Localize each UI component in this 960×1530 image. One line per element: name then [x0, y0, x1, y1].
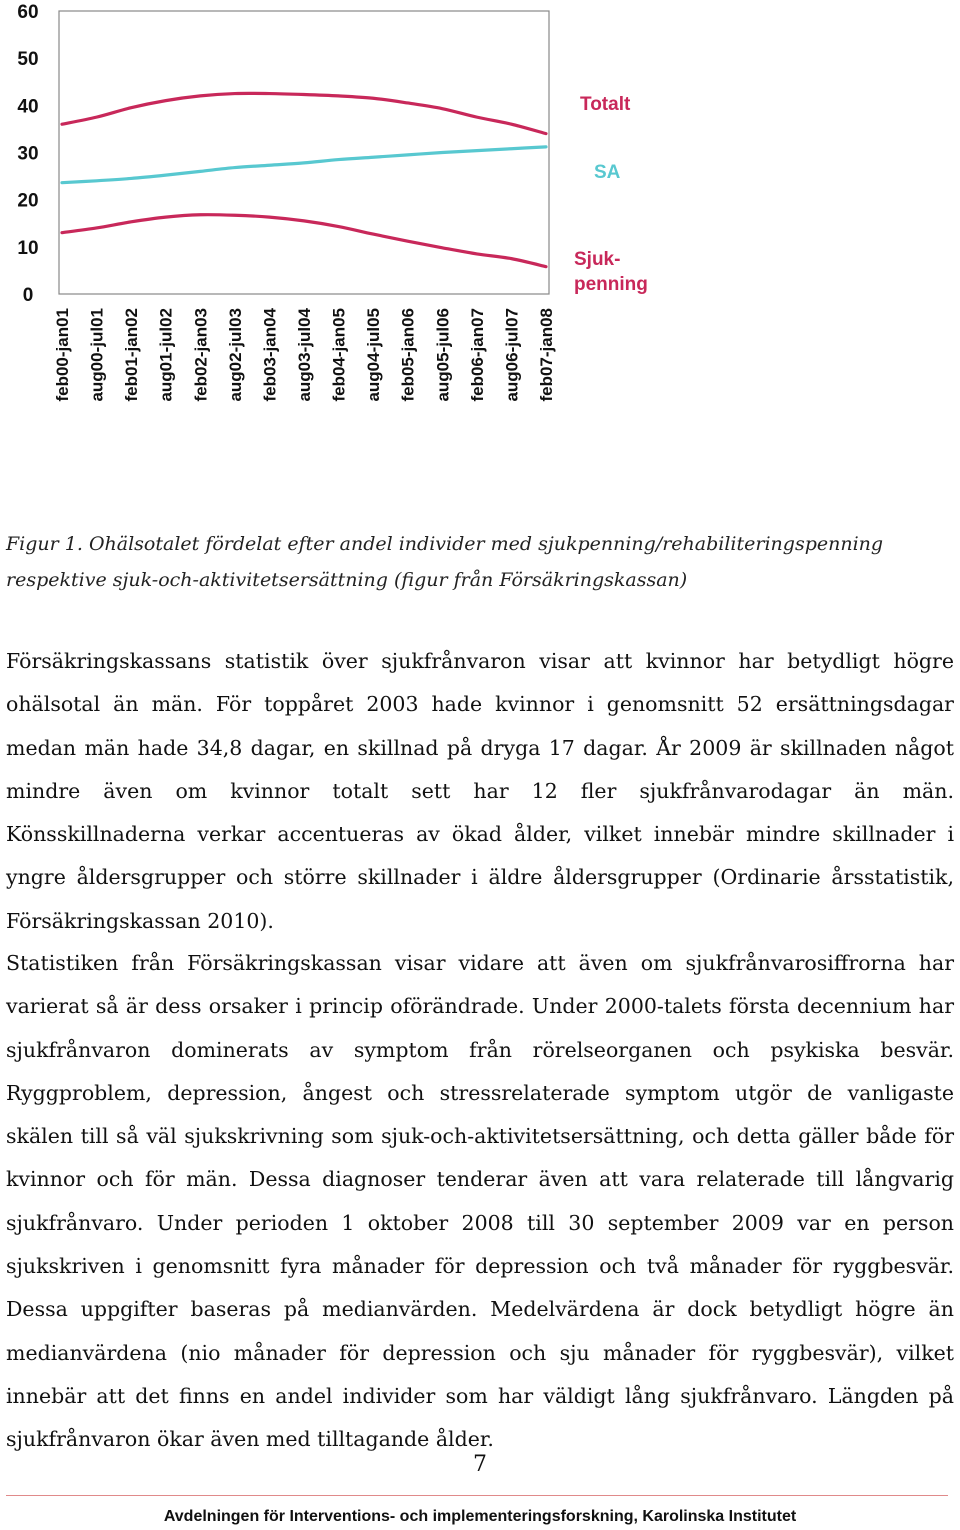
x-tick-label: aug01-jul02 [156, 308, 176, 402]
plot-frame [59, 11, 549, 294]
x-tick-label: aug04-jul05 [364, 308, 384, 402]
series-line-2 [62, 215, 546, 267]
x-tick-label: feb04-jan05 [329, 308, 349, 402]
y-tick-label: 60 [17, 2, 39, 23]
x-tick-label: feb07-jan08 [537, 308, 556, 402]
x-tick-label: feb03-jan04 [260, 308, 280, 402]
legend-label: Sjuk- [574, 249, 621, 270]
x-tick-label: aug06-jul07 [502, 308, 522, 402]
series-line-1 [62, 147, 546, 183]
series-line-0 [62, 93, 546, 133]
legend-label: Totalt [580, 94, 631, 115]
paragraph-1: Försäkringskassans statistik över sjukfrånvaron visar att kvinnor har betydligt högre ohälsotal än män. För toppåret 2003 hade kvinnor i genomsnitt 52 ersättningsdagar medan män hade 34,8 dagar, en skillnad på dryga 17 dagar. År 2009 är skillnaden något mindre även om kvinnor totalt sett har 12 fler sjukfrånvarodagar än män. Könsskillnaderna verkar accentueras av ökad ålder, vilket innebär mindre skillnader i yngre åldersgrupper och större skillnader i äldre åldersgrupper (Ordinarie årsstatistik, Försäkringskassan 2010). [6, 649, 954, 933]
ohalsotal-line-chart [0, 0, 660, 440]
y-tick-label: 30 [17, 143, 39, 165]
x-tick-label: aug00-jul01 [87, 308, 107, 402]
page-number: 7 [473, 1452, 487, 1477]
x-tick-label: aug05-jul06 [433, 308, 453, 402]
x-tick-label: feb02-jan03 [191, 308, 211, 402]
footer-divider [6, 1495, 948, 1496]
x-tick-label: feb05-jan06 [398, 308, 418, 402]
legend-label: SA [594, 162, 621, 183]
footer-text: Avdelningen för Interventions- och implementeringsforskning, Karolinska Institutet [163, 1508, 797, 1525]
y-tick-label: 50 [17, 49, 39, 71]
x-tick-label: aug02-jul03 [225, 308, 245, 402]
x-tick-label: feb06-jan07 [467, 308, 487, 402]
legend-label: penning [574, 274, 648, 295]
x-tick-label: feb00-jan01 [53, 308, 72, 402]
y-tick-label: 10 [17, 237, 39, 259]
y-tick-label: 0 [22, 285, 34, 306]
figure-caption: Figur 1. Ohälsotalet fördelat efter andel individer med sjukpenning/rehabiliteringspenning respektive sjuk-och-aktivitetsersättning (figur från Försäkringskassan) [6, 533, 884, 591]
x-tick-label: feb01-jan02 [122, 308, 142, 402]
y-tick-label: 40 [17, 96, 39, 118]
y-tick-label: 20 [17, 190, 39, 212]
paragraph-2: Statistiken från Försäkringskassan visar vidare att även om sjukfrånvarosiffrorna har varierat så är dess orsaker i princip oförändrade. Under 2000-talets första decennium har sjukfrånvaron dominerats av symptom från rörelseorganen och psykiska besvär. Ryggproblem, depression, ångest och stressrelaterade symptom utgör de vanligaste skälen till så väl sjukskrivning som sjuk-och-aktivitetsersättning, och detta gäller både för kvinnor och för män. Dessa diagnoser tenderar även att vara relaterade till långvarig sjukfrånvaro. Under perioden 1 oktober 2008 till 30 september 2009 var en person sjukskriven i genomsnitt fyra månader för depression och två månader för ryggbesvär. Dessa uppgifter baseras på medianvärden. Medelvärdena är dock betydligt högre än medianvärdena (nio månader för depression och sju månader för ryggbesvär), vilket innebär att det finns en andel individer som har väldigt lång sjukfrånvaro. Längden på sjukfrånvaron ökar även med tilltagande ålder. [6, 951, 954, 1452]
x-tick-label: aug03-jul04 [295, 308, 314, 402]
